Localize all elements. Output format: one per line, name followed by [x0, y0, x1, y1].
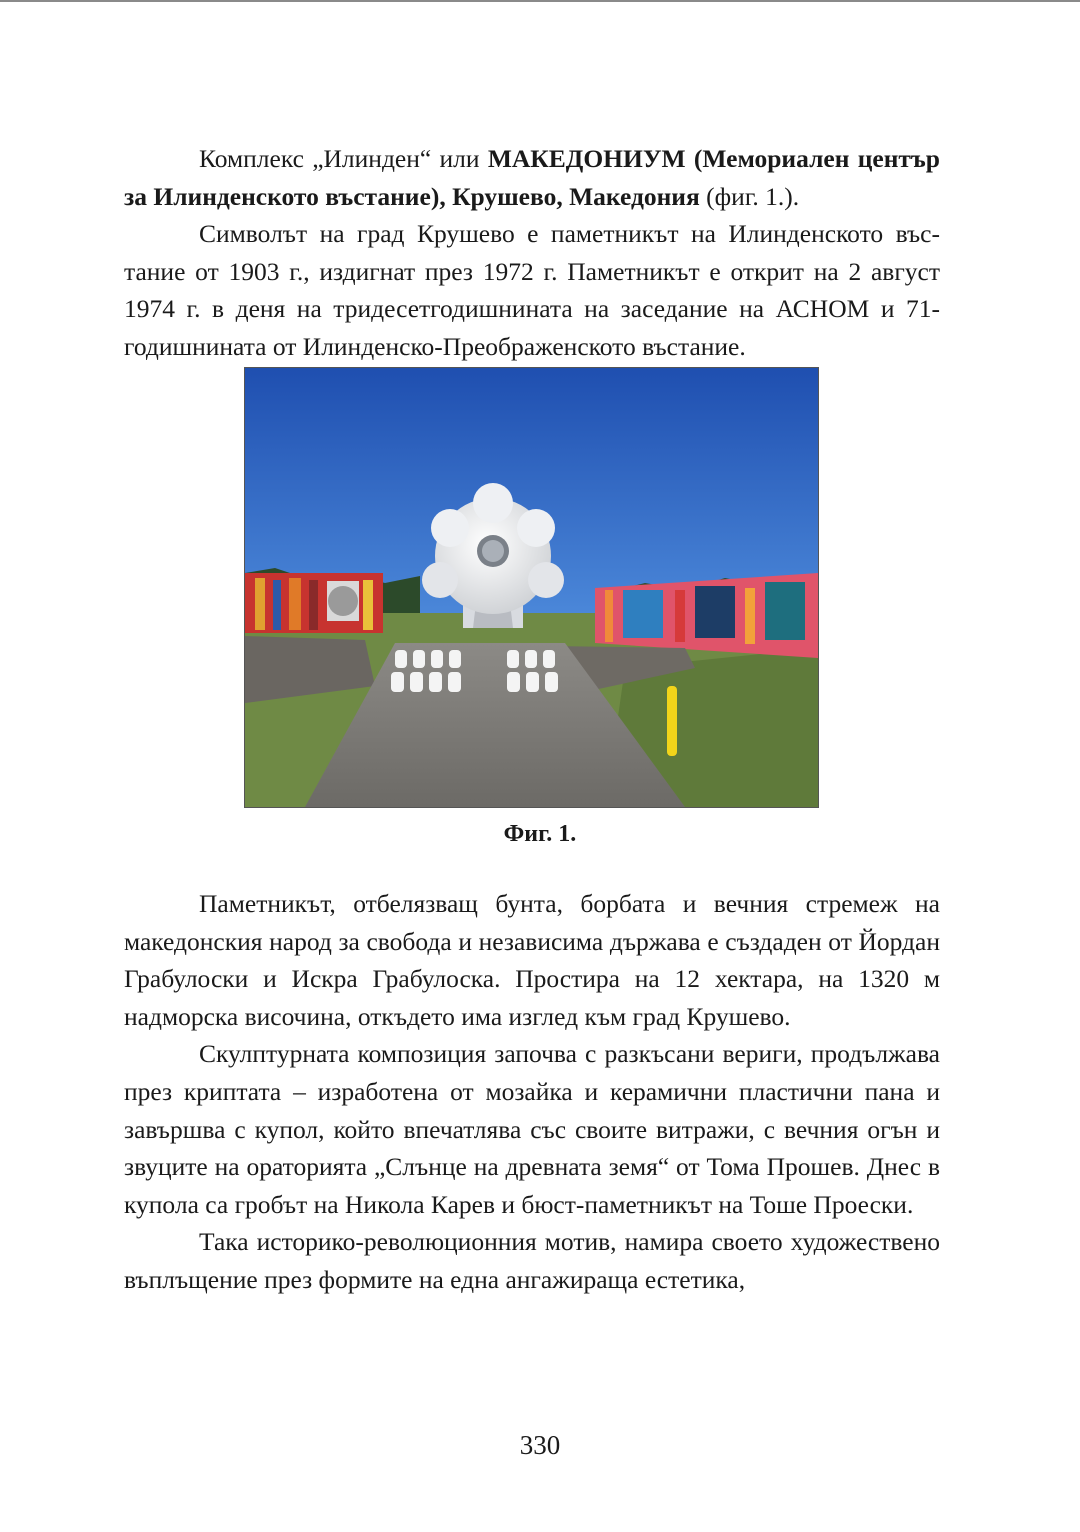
- p1-end: (фиг. 1.).: [699, 181, 800, 211]
- figure-caption: Фиг. 1.: [503, 821, 577, 847]
- paragraph-2: Символът на град Крушево е паметникът на Илинденското въстание от 1903 г., издигнат през 1972 г. Паметникът е открит на 2 август 1974 г. в деня на тридесетгодишнината на заседание на АСНОМ и 71-годишнината от Илинденско-Преображенското въстание.: [124, 219, 940, 361]
- paragraph-5: Така историко-революционния мотив, намира своето художествено въплъщение през формите на една ангажираща естетика,: [124, 1227, 940, 1294]
- page-number: 330: [519, 1430, 561, 1460]
- intro-text: [124, 140, 940, 366]
- paragraph-3: Паметникът, отбелязващ бунта, борбата и вечния стремеж на македонския народ за свобода и независима държава е създаден от Йордан Грабулоски и Искра Грабулоска. Простира на 12 хектара, на 1320 м надморска височина, откъдето има изглед към град Крушево.: [124, 889, 940, 1031]
- body-text: [124, 885, 940, 1299]
- monument-photo: [244, 367, 819, 808]
- paragraph-1: [124, 140, 940, 215]
- top-rule: [0, 0, 1080, 2]
- p1-bold-title: МАКЕДОНИУМ (Мемориален център за Илинденското въстание), Крушево, Македония: [124, 144, 940, 211]
- paragraph-4: Скулптурната композиция започва с разкъсани вериги, продължава през криптата – изработена от мозайка и керамични пластични пана и завършва с купол, който впечатлява със своите витражи, с вечния огън и звуците на ораторията „Слънце на древната земя“ от Тома Прошев. Днес в купола са гробът на Никола Карев и бюст-паметникът на Тоше Проески.: [124, 1039, 940, 1219]
- p1-start: Комплекс „Илинден“ или: [199, 144, 488, 173]
